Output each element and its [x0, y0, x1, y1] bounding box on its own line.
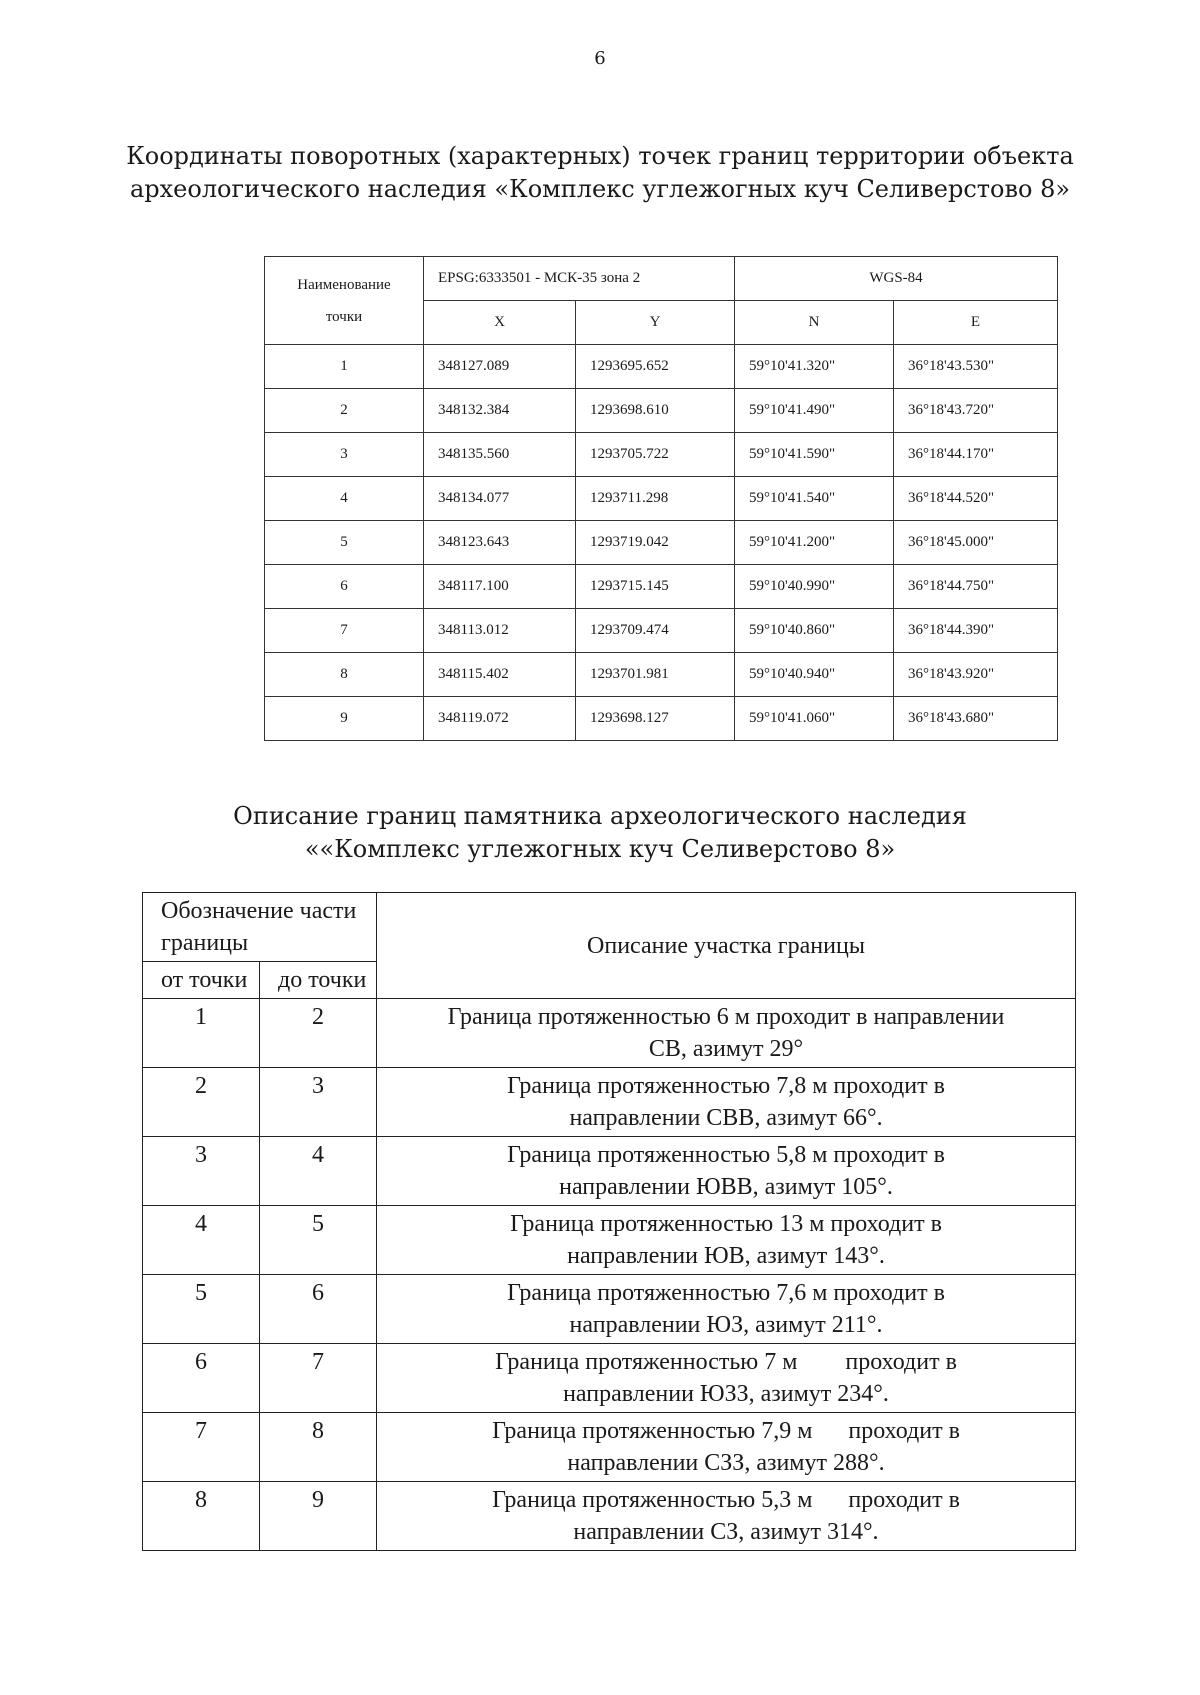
cell-y: 1293719.042 [576, 521, 735, 565]
cell-y: 1293698.127 [576, 697, 735, 741]
cell-n: 59°10'41.540" [735, 477, 894, 521]
cell-y: 1293709.474 [576, 609, 735, 653]
cell-description [377, 1275, 1076, 1344]
table-row [143, 1482, 1076, 1551]
cell-e: 36°18'44.520" [894, 477, 1058, 521]
header-to: до точки [260, 962, 377, 999]
cell-description [377, 1206, 1076, 1275]
cell-e: 36°18'44.750" [894, 565, 1058, 609]
cell-point: 7 [265, 609, 424, 653]
cell-x: 348113.012 [424, 609, 576, 653]
cell-description [377, 1344, 1076, 1413]
header-e: E [894, 301, 1058, 345]
cell-description [377, 1413, 1076, 1482]
header-msk: EPSG:6333501 - МСК-35 зона 2 [424, 257, 735, 301]
cell-n: 59°10'40.990" [735, 565, 894, 609]
cell-n: 59°10'41.590" [735, 433, 894, 477]
cell-x: 348119.072 [424, 697, 576, 741]
table-row [143, 1413, 1076, 1482]
table-row [265, 653, 1058, 697]
header-y: Y [576, 301, 735, 345]
cell-to: 3 [260, 1068, 377, 1137]
cell-point: 5 [265, 521, 424, 565]
cell-e: 36°18'43.530" [894, 345, 1058, 389]
table-row [143, 1344, 1076, 1413]
cell-to: 7 [260, 1344, 377, 1413]
cell-y: 1293711.298 [576, 477, 735, 521]
cell-n: 59°10'41.060" [735, 697, 894, 741]
description-line2: направлении СЗЗ, азимут 288°. [567, 1450, 885, 1476]
table-row [265, 609, 1058, 653]
cell-e: 36°18'44.170" [894, 433, 1058, 477]
coordinates-title-line1: Координаты поворотных (характерных) точек границ территории объекта [126, 142, 1074, 170]
cell-point: 4 [265, 477, 424, 521]
cell-description [377, 1482, 1076, 1551]
header-description: Описание участка границы [377, 893, 1076, 999]
description-line2: направлении ЮВ, азимут 143°. [567, 1243, 885, 1269]
cell-from: 8 [143, 1482, 260, 1551]
cell-x: 348117.100 [424, 565, 576, 609]
coordinates-table [264, 256, 1058, 741]
header-from: от точки [143, 962, 260, 999]
cell-e: 36°18'45.000" [894, 521, 1058, 565]
table-row [265, 389, 1058, 433]
cell-description [377, 1068, 1076, 1137]
cell-to: 4 [260, 1137, 377, 1206]
description-line1: Граница протяженностью 5,3 м проходит в [492, 1487, 960, 1513]
cell-y: 1293701.981 [576, 653, 735, 697]
table-row [143, 999, 1076, 1068]
cell-to: 6 [260, 1275, 377, 1344]
cell-from: 2 [143, 1068, 260, 1137]
boundary-title-line2: ««Комплекс углежогных куч Селиверстово 8» [304, 835, 896, 863]
table-row [143, 1137, 1076, 1206]
header-n: N [735, 301, 894, 345]
cell-point: 1 [265, 345, 424, 389]
cell-point: 3 [265, 433, 424, 477]
cell-from: 6 [143, 1344, 260, 1413]
cell-to: 9 [260, 1482, 377, 1551]
cell-from: 1 [143, 999, 260, 1068]
boundary-table [142, 892, 1076, 1551]
cell-point: 6 [265, 565, 424, 609]
cell-x: 348123.643 [424, 521, 576, 565]
description-line1: Граница протяженностью 7,6 м проходит в [507, 1280, 945, 1306]
cell-from: 3 [143, 1137, 260, 1206]
boundary-title-line1: Описание границ памятника археологического наследия [233, 802, 967, 830]
cell-y: 1293695.652 [576, 345, 735, 389]
table-row [265, 477, 1058, 521]
cell-n: 59°10'41.490" [735, 389, 894, 433]
coordinates-title-line2: археологического наследия «Комплекс углежогных куч Селиверстово 8» [129, 175, 1071, 203]
header-x: X [424, 301, 576, 345]
cell-point: 2 [265, 389, 424, 433]
table-row [143, 1068, 1076, 1137]
cell-to: 5 [260, 1206, 377, 1275]
cell-e: 36°18'44.390" [894, 609, 1058, 653]
cell-point: 9 [265, 697, 424, 741]
description-line2: направлении ЮВВ, азимут 105°. [559, 1174, 893, 1200]
cell-e: 36°18'43.920" [894, 653, 1058, 697]
table-row [143, 1206, 1076, 1275]
description-line1: Граница протяженностью 7 м проходит в [495, 1349, 957, 1375]
cell-e: 36°18'43.680" [894, 697, 1058, 741]
boundary-title [0, 800, 1200, 866]
description-line2: направлении ЮЗЗ, азимут 234°. [563, 1381, 889, 1407]
cell-to: 2 [260, 999, 377, 1068]
page-number: 6 [594, 48, 606, 69]
cell-x: 348135.560 [424, 433, 576, 477]
cell-description [377, 1137, 1076, 1206]
description-line1: Граница протяженностью 6 м проходит в направлении [447, 1004, 1005, 1030]
description-line2: направлении СВВ, азимут 66°. [569, 1105, 883, 1131]
cell-y: 1293698.610 [576, 389, 735, 433]
cell-n: 59°10'41.320" [735, 345, 894, 389]
cell-n: 59°10'40.940" [735, 653, 894, 697]
description-line2: СВ, азимут 29° [648, 1036, 804, 1062]
description-line2: направлении СЗ, азимут 314°. [573, 1519, 879, 1545]
header-wgs: WGS-84 [735, 257, 1058, 301]
cell-from: 5 [143, 1275, 260, 1344]
cell-x: 348115.402 [424, 653, 576, 697]
coordinates-header-row [265, 257, 1058, 301]
cell-n: 59°10'40.860" [735, 609, 894, 653]
cell-n: 59°10'41.200" [735, 521, 894, 565]
description-line1: Граница протяженностью 7,9 м проходит в [492, 1418, 960, 1444]
description-line1: Граница протяженностью 5,8 м проходит в [507, 1142, 945, 1168]
description-line1: Граница протяженностью 13 м проходит в [510, 1211, 942, 1237]
table-row [143, 1275, 1076, 1344]
table-row [265, 345, 1058, 389]
cell-y: 1293715.145 [576, 565, 735, 609]
cell-from: 4 [143, 1206, 260, 1275]
cell-x: 348134.077 [424, 477, 576, 521]
description-line1: Граница протяженностью 7,8 м проходит в [507, 1073, 945, 1099]
coordinates-title [0, 140, 1200, 206]
cell-from: 7 [143, 1413, 260, 1482]
header-point-name: Наименование точки [265, 257, 424, 345]
cell-e: 36°18'43.720" [894, 389, 1058, 433]
cell-point: 8 [265, 653, 424, 697]
cell-x: 348132.384 [424, 389, 576, 433]
cell-to: 8 [260, 1413, 377, 1482]
table-row [265, 565, 1058, 609]
description-line2: направлении ЮЗ, азимут 211°. [569, 1312, 883, 1338]
header-part: Обозначение части границы [143, 893, 377, 962]
table-row [265, 697, 1058, 741]
table-row [265, 433, 1058, 477]
table-row [265, 521, 1058, 565]
cell-description [377, 999, 1076, 1068]
cell-y: 1293705.722 [576, 433, 735, 477]
cell-x: 348127.089 [424, 345, 576, 389]
boundary-header-row [143, 893, 1076, 962]
